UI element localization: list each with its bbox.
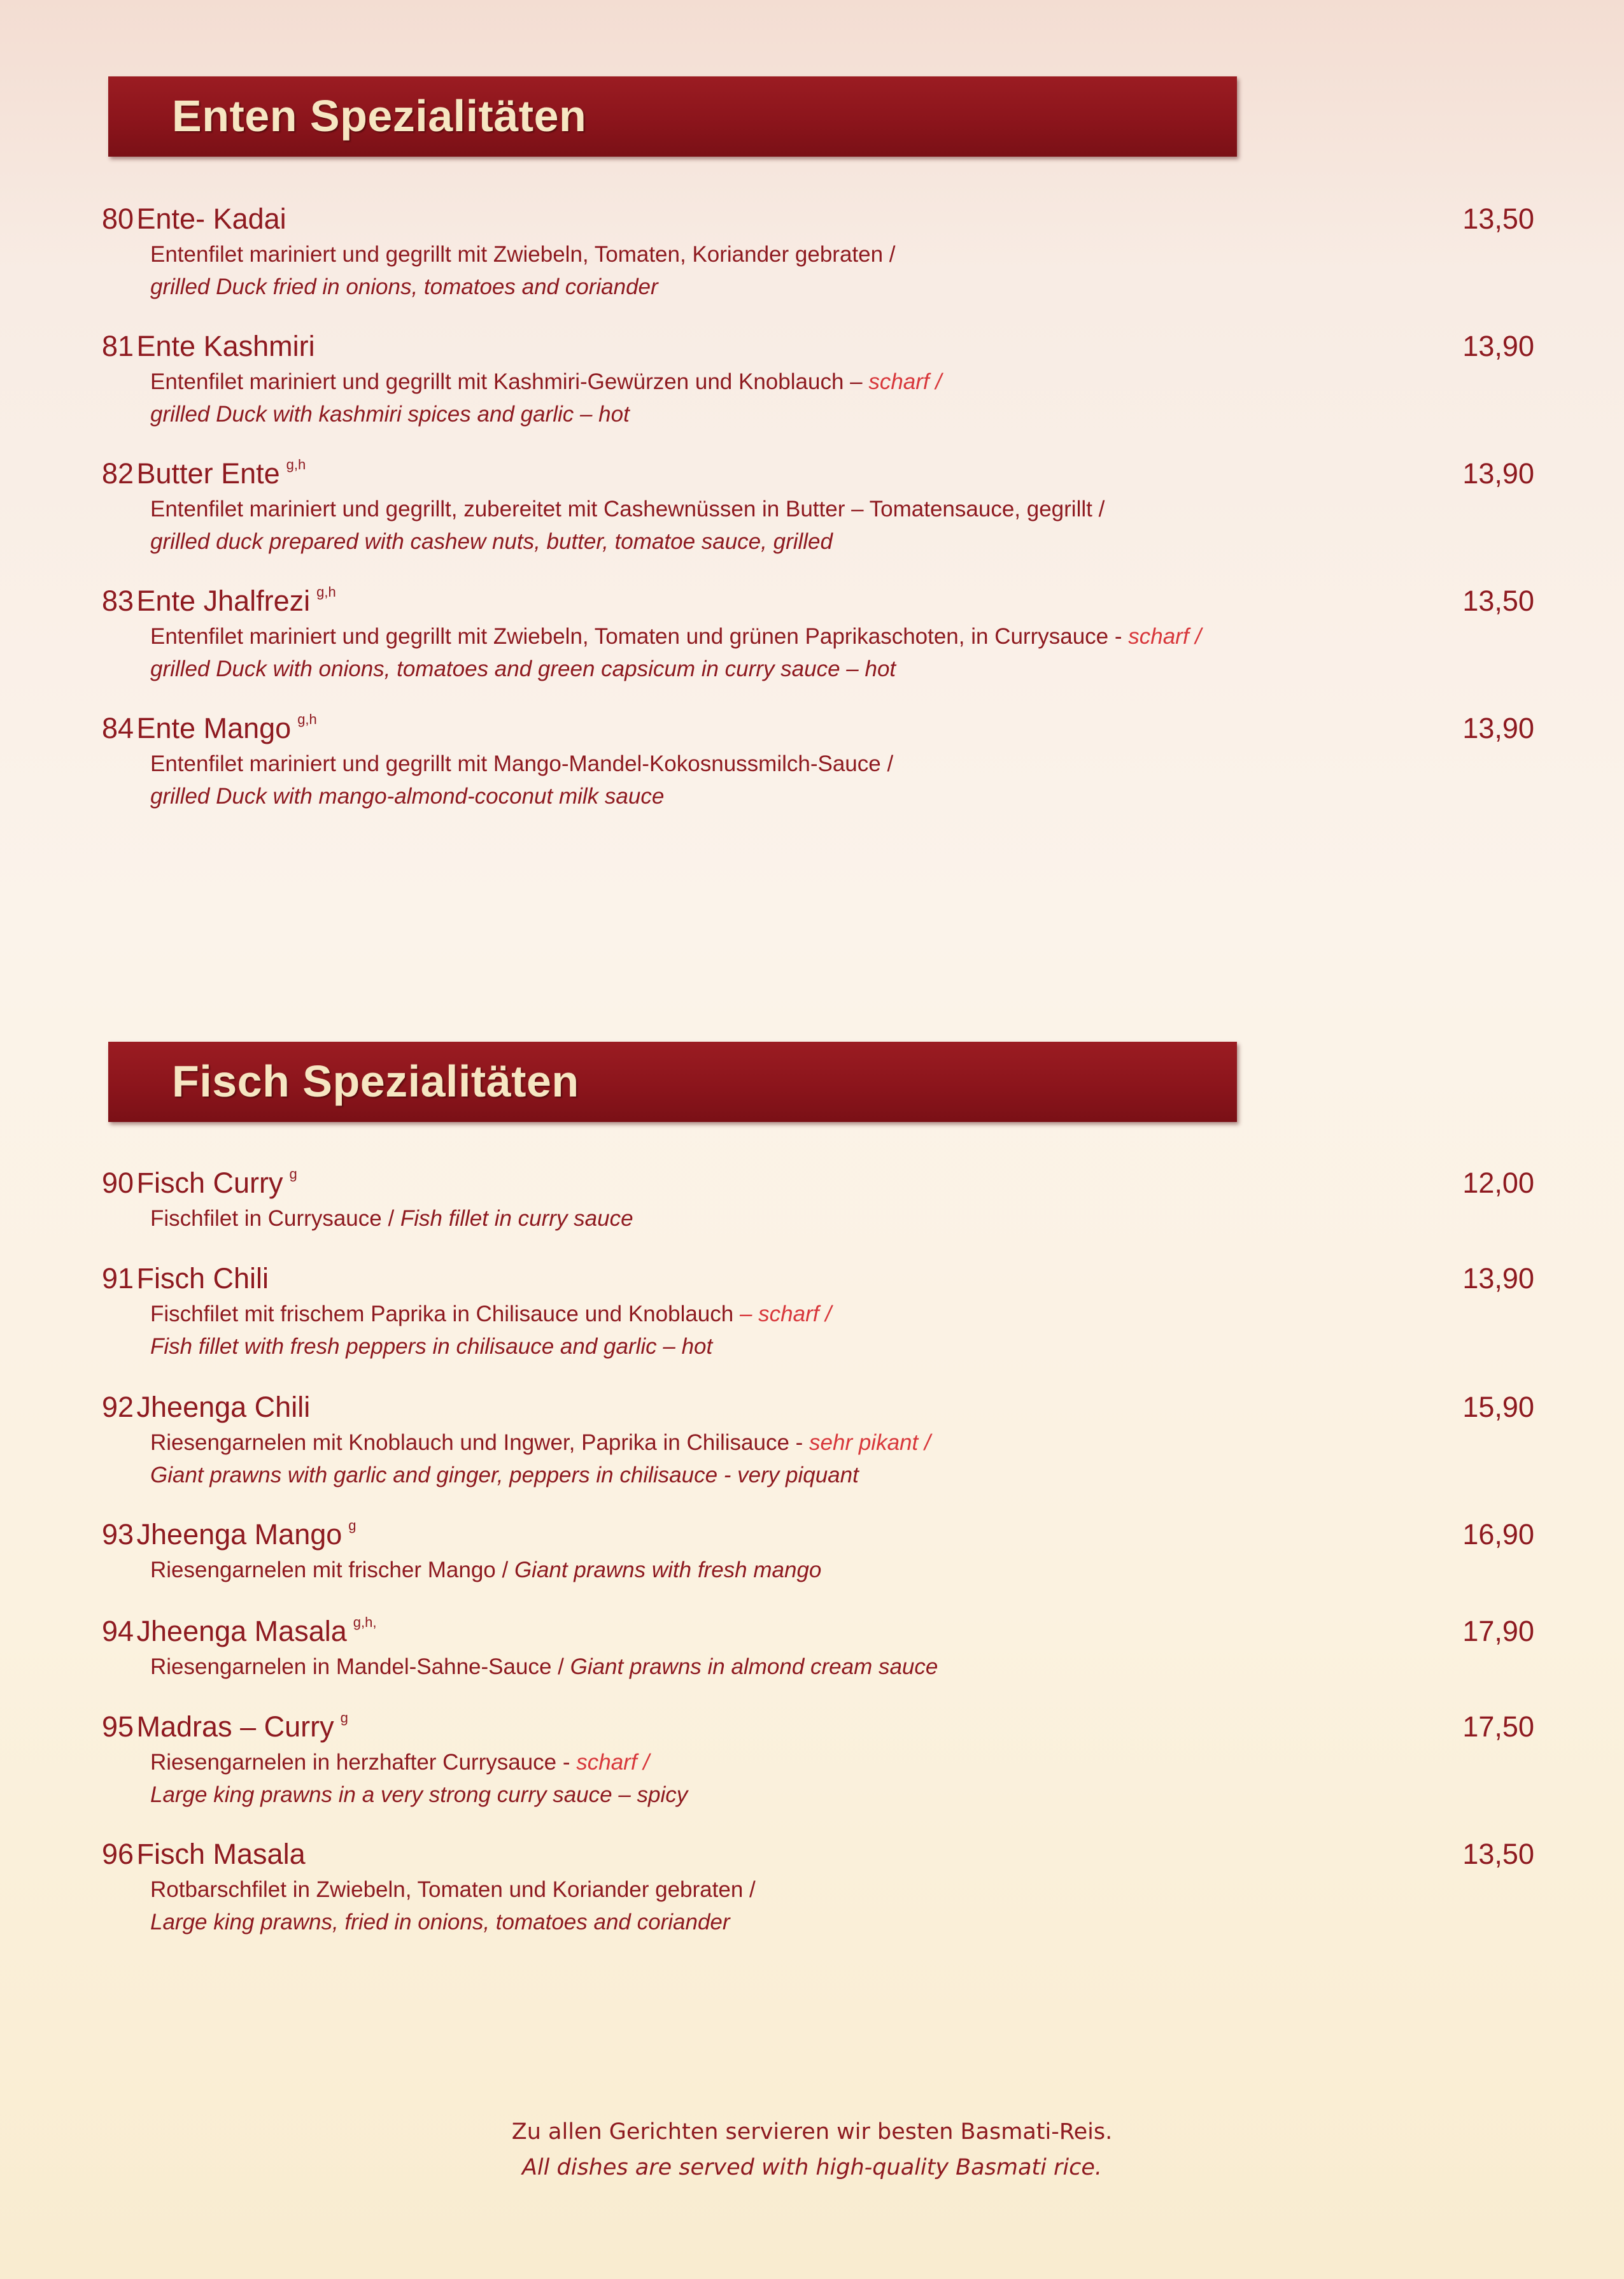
item-number: 82 — [102, 457, 134, 490]
item-desc-de: Entenfilet mariniert und gegrillt mit Mango-Mandel-Kokosnussmilch-Sauce / — [150, 751, 894, 776]
menu-item — [102, 585, 1534, 712]
item-allergen: g,h — [316, 584, 336, 600]
item-price: 17,50 — [1462, 1710, 1534, 1743]
item-desc-de: Entenfilet mariniert und gegrillt mit Zwiebeln, Tomaten, Koriander gebraten / — [150, 242, 896, 267]
section-title: Fisch Spezialitäten — [172, 1056, 579, 1106]
menu-item — [102, 1615, 1534, 1710]
item-desc: Fischfilet in Currysauce / Fish fillet in curry sauce — [150, 1206, 633, 1231]
item-number: 95 — [102, 1710, 134, 1743]
item-name: Ente Kashmiri — [136, 330, 315, 362]
menu-item — [102, 1262, 1534, 1391]
item-desc-en: Large king prawns, fried in onions, tomatoes and coriander — [150, 1910, 730, 1935]
menu-item — [102, 457, 1534, 585]
item-number: 83 — [102, 585, 134, 617]
item-number: 81 — [102, 330, 134, 362]
item-desc-en: grilled duck prepared with cashew nuts, butter, tomatoe sauce, grilled — [150, 529, 833, 554]
item-desc-en: Fish fillet with fresh peppers in chilisauce and garlic – hot — [150, 1334, 713, 1359]
item-allergen: g — [289, 1166, 297, 1182]
item-price: 16,90 — [1462, 1518, 1534, 1551]
item-name: Ente Mango — [136, 712, 292, 744]
item-name: Butter Ente — [136, 457, 280, 490]
item-name: Madras – Curry — [136, 1710, 334, 1743]
item-allergen: g,h — [297, 711, 317, 727]
menu-item — [102, 1710, 1534, 1838]
item-price: 13,50 — [1462, 585, 1534, 617]
item-allergen: g,h, — [353, 1614, 377, 1630]
item-name: Jheenga Mango — [136, 1518, 342, 1551]
item-desc-de: Entenfilet mariniert und gegrillt mit Zwiebeln, Tomaten und grünen Paprikaschoten, in Currysauce - scharf / — [150, 624, 1202, 649]
item-price: 12,00 — [1462, 1167, 1534, 1199]
item-number: 84 — [102, 712, 134, 744]
menu-item — [102, 202, 1534, 330]
item-allergen: g,h — [286, 457, 306, 472]
item-number: 96 — [102, 1838, 134, 1870]
item-price: 17,90 — [1462, 1615, 1534, 1647]
duck-items — [102, 202, 1534, 839]
item-allergen: g — [348, 1517, 357, 1533]
item-number: 80 — [102, 202, 134, 235]
item-desc: Riesengarnelen mit frischer Mango / Giant prawns with fresh mango — [150, 1558, 822, 1582]
item-name: Ente- Kadai — [136, 202, 286, 235]
item-name: Fisch Masala — [136, 1838, 306, 1870]
fish-items — [102, 1167, 1534, 1965]
item-number: 93 — [102, 1518, 134, 1551]
item-desc: Riesengarnelen in Mandel-Sahne-Sauce / Giant prawns in almond cream sauce — [150, 1654, 938, 1679]
menu-item — [102, 1167, 1534, 1262]
item-desc-en: grilled Duck with mango-almond-coconut milk sauce — [150, 784, 665, 809]
item-desc-de: Fischfilet mit frischem Paprika in Chilisauce und Knoblauch – scharf / — [150, 1302, 831, 1326]
item-desc-en: grilled Duck with kashmiri spices and garlic – hot — [150, 402, 630, 427]
item-price: 13,90 — [1462, 457, 1534, 490]
item-name: Jheenga Masala — [136, 1615, 347, 1647]
item-price: 15,90 — [1462, 1391, 1534, 1423]
item-name: Fisch Curry — [136, 1167, 283, 1199]
item-price: 13,90 — [1462, 712, 1534, 744]
item-desc-en: Giant prawns with garlic and ginger, peppers in chilisauce - very piquant — [150, 1463, 859, 1487]
item-name: Fisch Chili — [136, 1262, 269, 1295]
item-desc-de: Entenfilet mariniert und gegrillt mit Kashmiri-Gewürzen und Knoblauch – scharf / — [150, 369, 942, 394]
item-price: 13,90 — [1462, 330, 1534, 362]
item-allergen: g — [340, 1710, 348, 1726]
item-desc-en: grilled Duck with onions, tomatoes and green capsicum in curry sauce – hot — [150, 657, 896, 681]
item-number: 94 — [102, 1615, 134, 1647]
item-number: 90 — [102, 1167, 134, 1199]
menu-item — [102, 1391, 1534, 1518]
item-price: 13,50 — [1462, 1838, 1534, 1870]
footer-line-en: All dishes are served with high-quality Basmati rice. — [521, 2155, 1102, 2180]
item-name: Jheenga Chili — [136, 1391, 311, 1423]
section-title: Enten Spezialitäten — [172, 91, 587, 141]
section-header-fish — [108, 1042, 1237, 1122]
item-number: 91 — [102, 1262, 134, 1295]
item-price: 13,50 — [1462, 202, 1534, 235]
item-desc-en: Large king prawns in a very strong curry sauce – spicy — [150, 1782, 688, 1807]
footer-line-de: Zu allen Gerichten servieren wir besten Basmati-Reis. — [511, 2119, 1113, 2145]
menu-item — [102, 1518, 1534, 1615]
menu-item — [102, 1838, 1534, 1965]
item-number: 92 — [102, 1391, 134, 1423]
menu-item — [102, 712, 1534, 839]
item-name: Ente Jhalfrezi — [136, 585, 311, 617]
item-desc-de: Riesengarnelen mit Knoblauch und Ingwer, Paprika in Chilisauce - sehr pikant / — [150, 1430, 931, 1455]
item-desc-de: Rotbarschfilet in Zwiebeln, Tomaten und Koriander gebraten / — [150, 1877, 756, 1902]
item-desc-de: Entenfilet mariniert und gegrillt, zubereitet mit Cashewnüssen in Butter – Tomatensauce, gegrillt / — [150, 497, 1105, 522]
section-header-duck — [108, 76, 1237, 157]
item-price: 13,90 — [1462, 1262, 1534, 1295]
item-desc-de: Riesengarnelen in herzhafter Currysauce - scharf / — [150, 1750, 649, 1775]
menu-item — [102, 330, 1534, 457]
footer-note — [0, 2114, 1624, 2185]
item-desc-en: grilled Duck fried in onions, tomatoes and coriander — [150, 274, 658, 299]
